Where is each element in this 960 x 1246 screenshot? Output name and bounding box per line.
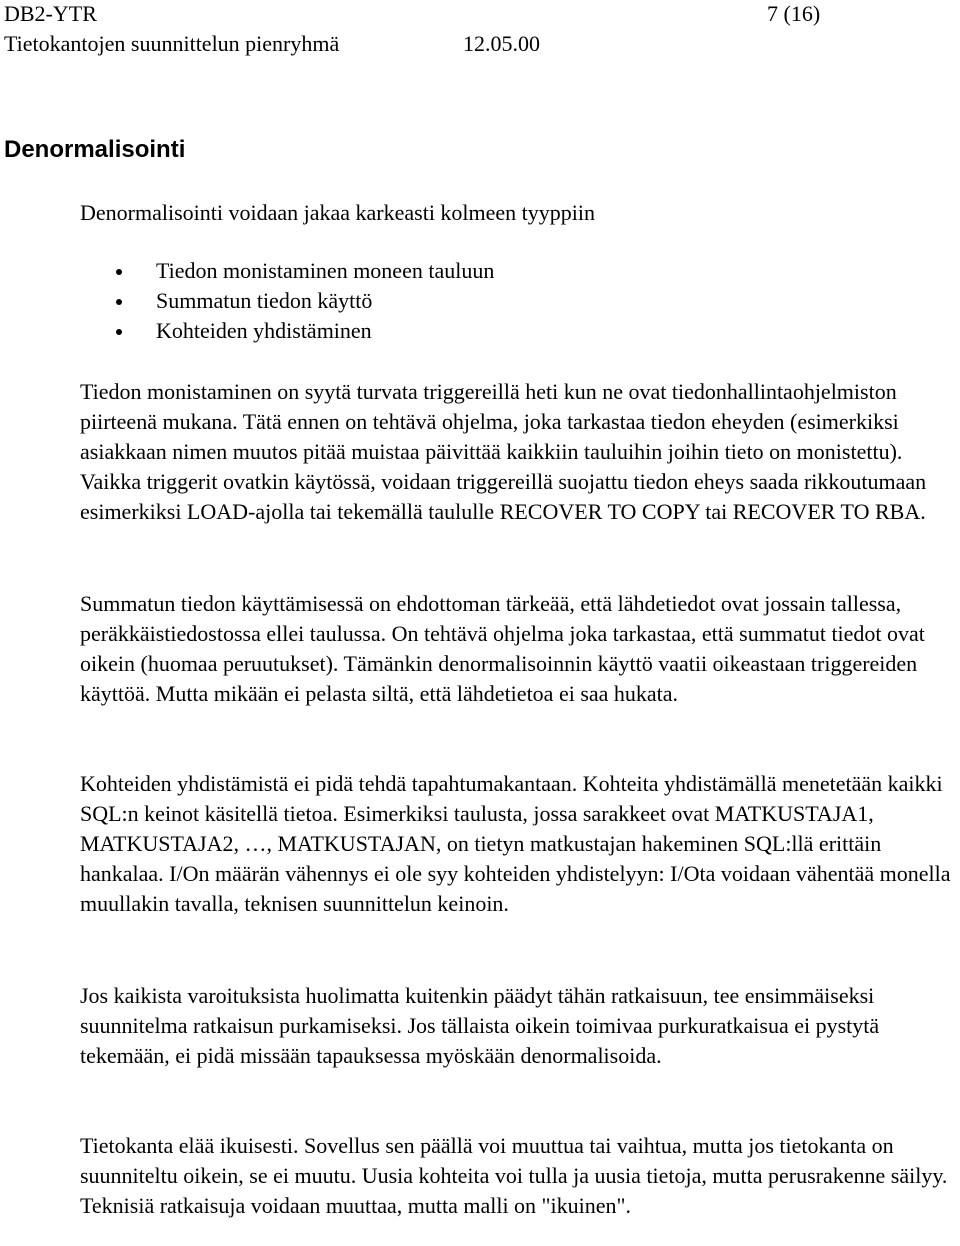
document-code: DB2-YTR (4, 1, 97, 26)
page-number: 7 (16) (767, 1, 821, 26)
paragraph-entity-merging: Kohteiden yhdistämistä ei pidä tehdä tapahtumakantaan. Kohteita yhdistämällä menetetään kaikki SQL:n keinot käsitellä tietoa. Esimerkiksi taulusta, jossa sarakkeet ovat MATKUSTAJA1, MATKUSTAJA2, …, MATKUSTAJAN, on tietyn matkustajan hakeminen SQL:llä erittäin hankalaa. I/On määrän vähennys ei ole syy kohteiden yhdistelyyn: I/Ota voidaan vähentää monella muullakin tavalla, teknisen suunnittelun keinoin. (80, 771, 951, 916)
paragraph-rollback-plan: Jos kaikista varoituksista huolimatta kuitenkin päädyt tähän ratkaisuun, tee ensimmäiseksi suunnitelma ratkaisun purkamiseksi. Jos tällaista oikein toimivaa purkuratkaisua ei pystytä tekemään, ei pidä missään tapauksessa myöskään denormalisoida. (80, 983, 880, 1068)
section-title: Denormalisointi (4, 136, 186, 163)
document-date: 12.05.00 (463, 31, 540, 56)
type-list (156, 256, 494, 346)
group-name: Tietokantojen suunnittelun pienryhmä (4, 31, 340, 56)
intro-paragraph: Denormalisointi voidaan jakaa karkeasti kolmeen tyyppiin (80, 200, 596, 225)
bullet-icon (116, 299, 122, 305)
list-item (156, 316, 494, 346)
paragraph-summary-data: Summatun tiedon käyttämisessä on ehdottoman tärkeää, että lähdetiedot ovat jossain tallessa, peräkkäistiedostossa ellei taulussa. On tehtävä ohjelma joka tarkastaa, että summatut tiedot ovat oikein (huomaa peruutukset). Tämänkin denormalisoinnin käyttö vaatii oikeastaan triggereiden käyttöä. Mutta mikään ei pelasta siltä, että lähdetietoa ei saa hukata. (80, 591, 925, 706)
paragraph-database-lifetime: Tietokanta elää ikuisesti. Sovellus sen päällä voi muuttua tai vaihtua, mutta jos tietokanta on suunniteltu oikein, se ei muutu. Uusia kohteita voi tulla ja uusia tietoja, mutta perusrakenne säilyy. Teknisiä ratkaisuja voidaan muuttaa, mutta malli on "ikuinen". (80, 1133, 948, 1218)
list-item (156, 286, 494, 316)
list-item-text: Tiedon monistaminen moneen tauluun (156, 258, 495, 283)
list-item (156, 256, 494, 286)
bullet-icon (116, 269, 122, 275)
list-item-text: Summatun tiedon käyttö (156, 288, 373, 313)
paragraph-duplication: Tiedon monistaminen on syytä turvata triggereillä heti kun ne ovat tiedonhallintaohjelmiston piirteenä mukana. Tätä ennen on tehtävä ohjelma, joka tarkastaa tiedon eheyden (esimerkiksi asiakkaan nimen muutos pitää muistaa päivittää kaikkiin tauluihin joihin tieto on monistettu). Vaikka triggerit ovatkin käytössä, voidaan triggereillä suojattu tiedon eheys saada rikkoutumaan esimerkiksi LOAD-ajolla tai tekemällä taululle RECOVER TO COPY tai RECOVER TO RBA. (80, 379, 927, 524)
bullet-icon (116, 329, 122, 335)
list-item-text: Kohteiden yhdistäminen (156, 318, 372, 343)
